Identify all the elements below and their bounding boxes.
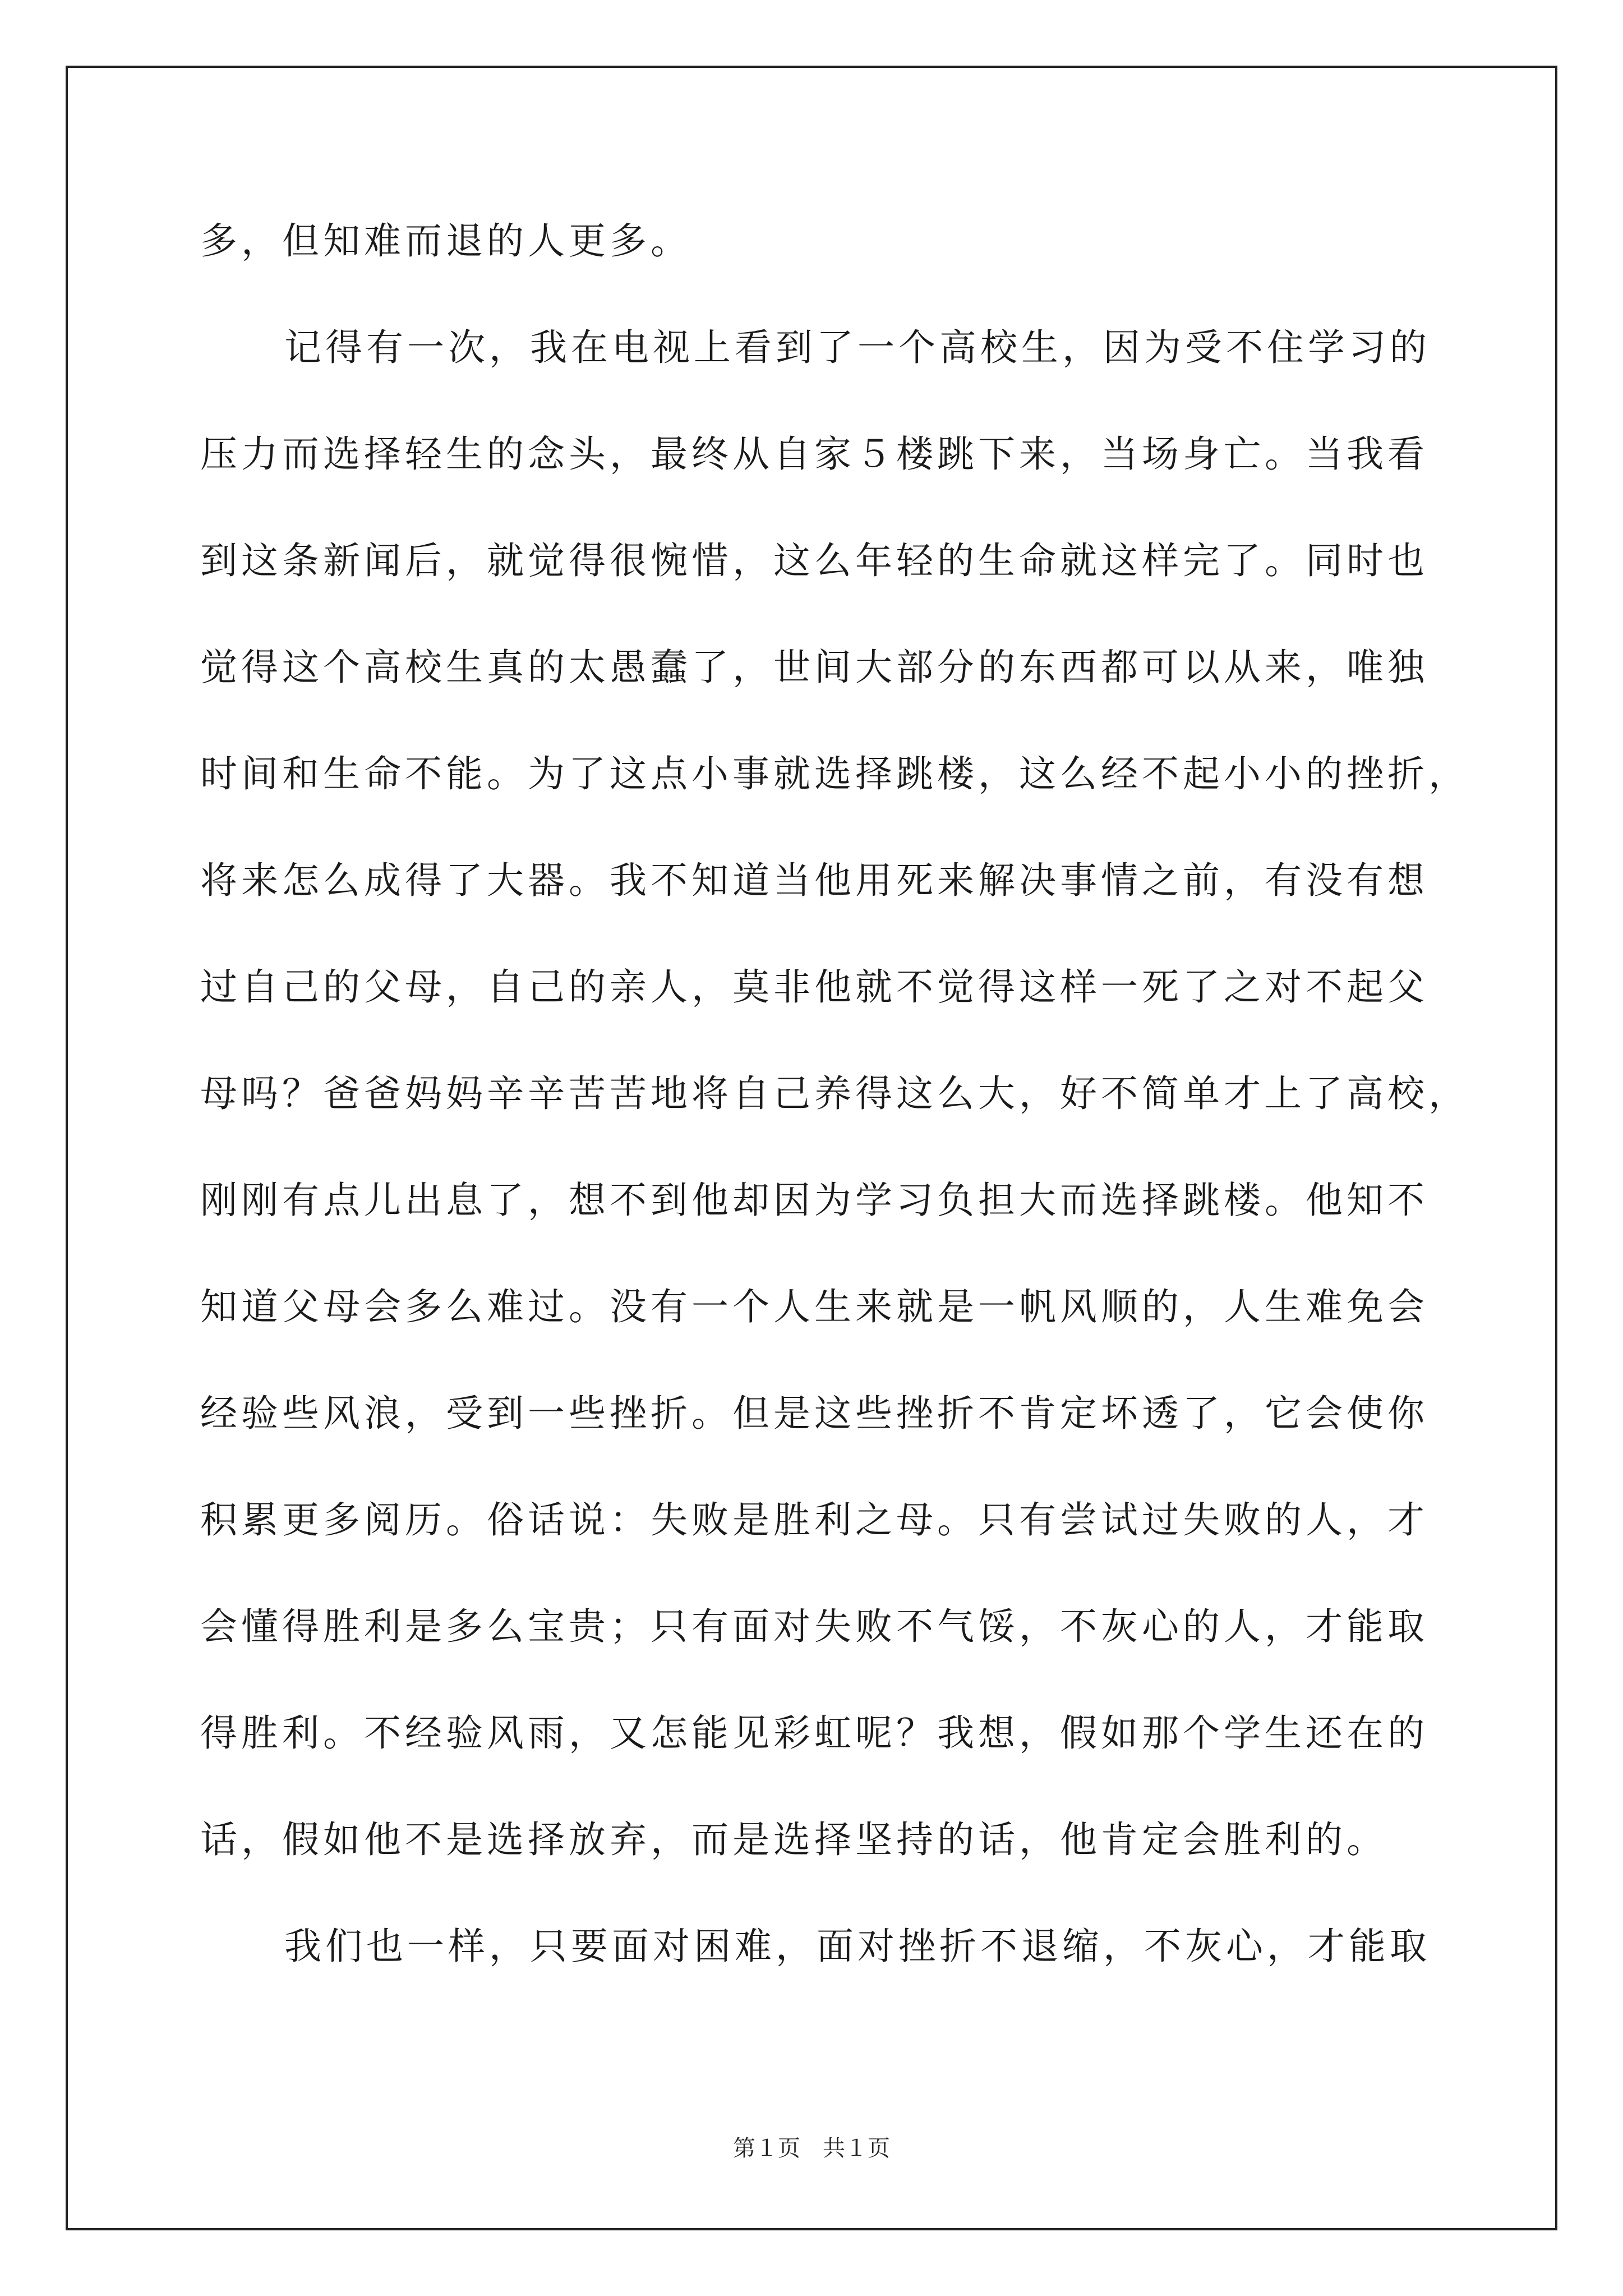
text-line-10: 刚刚有点儿出息了，想不到他却因为学习负担大而选择跳楼。他知不: [200, 1179, 1428, 1222]
text-line-4: 到这条新闻后，就觉得很惋惜，这么年轻的生命就这样完了。同时也: [200, 539, 1428, 582]
text-line-1: 多，但知难而退的人更多。: [200, 219, 691, 263]
text-line-7: 将来怎么成得了大器。我不知道当他用死来解决事情之前，有没有想: [200, 859, 1428, 902]
text-line-13: 积累更多阅历。俗话说：失败是胜利之母。只有尝试过失败的人，才: [200, 1498, 1428, 1542]
text-line-11: 知道父母会多么难过。没有一个人生来就是一帆风顺的，人生难免会: [200, 1285, 1428, 1328]
text-line-2: 记得有一次，我在电视上看到了一个高校生，因为受不住学习的: [284, 326, 1431, 369]
text-line-12: 经验些风浪，受到一些挫折。但是这些挫折不肯定坏透了，它会使你: [200, 1392, 1428, 1435]
page-total: 共１页: [823, 2136, 890, 2161]
text-line-5: 觉得这个高校生真的太愚蠢了，世间大部分的东西都可以从来，唯独: [200, 646, 1428, 689]
text-line-9: 母吗？爸爸妈妈辛辛苦苦地将自己养得这么大，好不简单才上了高校，: [200, 1072, 1469, 1115]
text-line-14: 会懂得胜利是多么宝贵；只有面对失败不气馁，不灰心的人，才能取: [200, 1605, 1428, 1648]
text-line-8: 过自己的父母，自己的亲人，莫非他就不觉得这样一死了之对不起父: [200, 965, 1428, 1009]
page-footer: [0, 2132, 1623, 2165]
text-line-17: 我们也一样，只要面对困难，面对挫折不退缩，不灰心，才能取: [284, 1925, 1431, 1968]
text-line-6: 时间和生命不能。为了这点小事就选择跳楼，这么经不起小小的挫折，: [200, 752, 1469, 795]
text-line-16: 话，假如他不是选择放弃，而是选择坚持的话，他肯定会胜利的。: [200, 1818, 1387, 1861]
text-line-15: 得胜利。不经验风雨，又怎能见彩虹呢？我想，假如那个学生还在的: [200, 1711, 1428, 1755]
page-border: [66, 66, 1557, 2230]
page-number: 第１页: [733, 2136, 800, 2161]
text-line-3: 压力而选择轻生的念头，最终从自家５楼跳下来，当场身亡。当我看: [200, 432, 1428, 476]
